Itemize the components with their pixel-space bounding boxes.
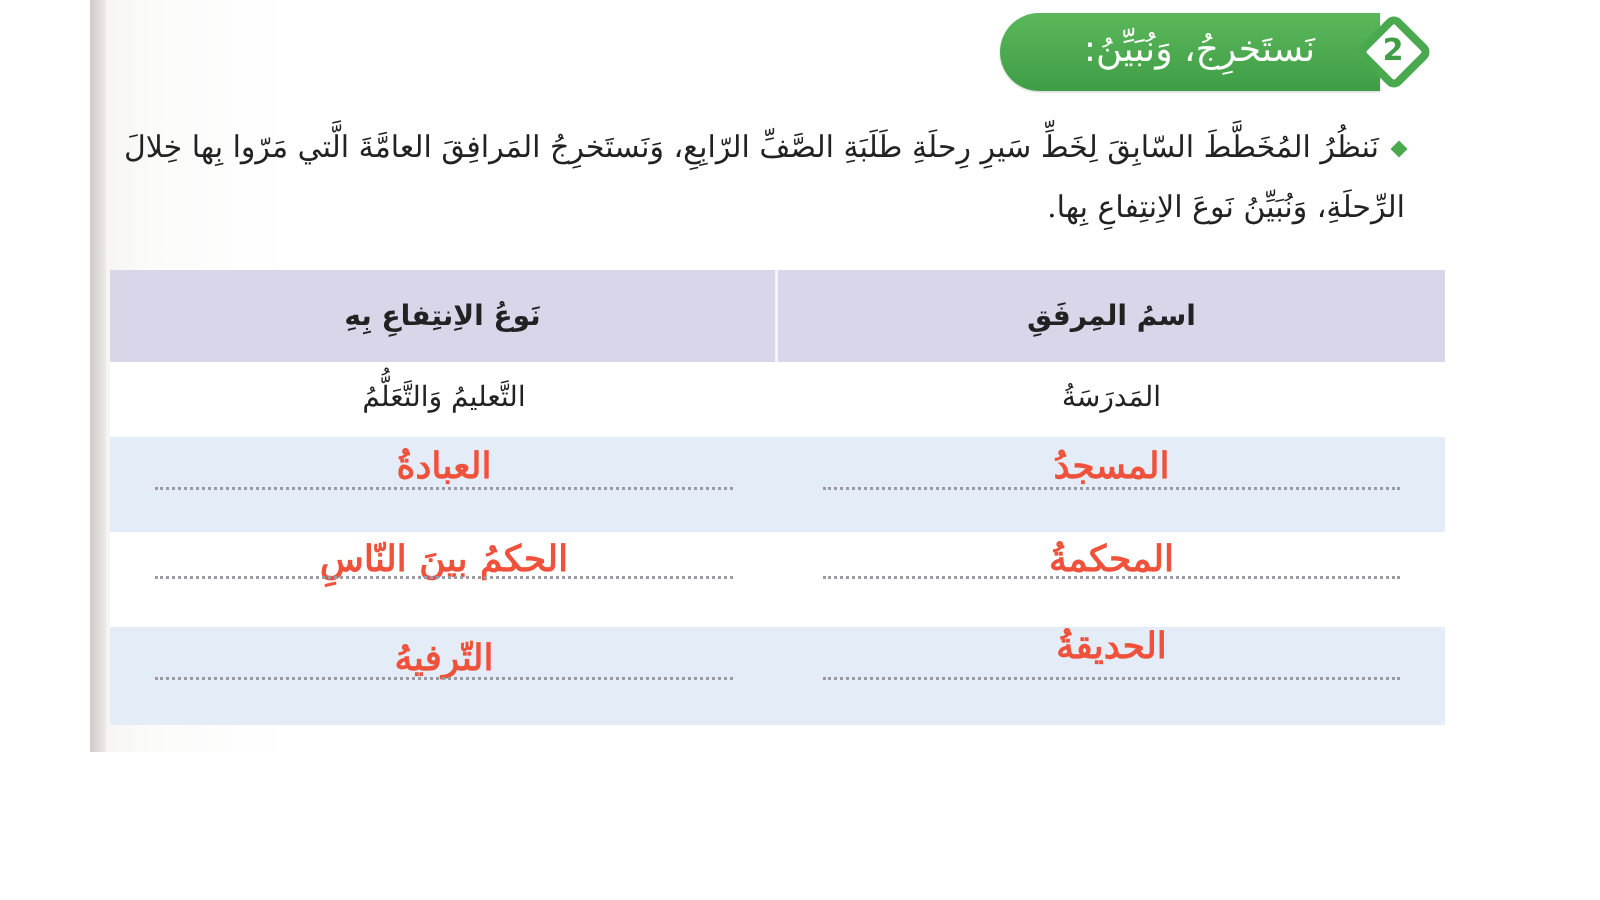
section-title: نَستَخرِجُ، وَنُبَيِّنُ: xyxy=(1083,29,1315,70)
example-facility: المَدرَسَةُ xyxy=(1061,380,1162,413)
dotted-answer-line xyxy=(823,677,1400,680)
answer-facility: الحديقةُ xyxy=(1056,625,1167,667)
section-header xyxy=(1010,13,1440,91)
answer-use: الحكمُ بينَ النّاسِ xyxy=(319,538,569,580)
example-facility-cell xyxy=(778,362,1445,437)
answer-use-cell[interactable] xyxy=(110,437,778,532)
answer-use-cell[interactable] xyxy=(110,532,778,627)
dotted-answer-line xyxy=(155,677,733,680)
table-row xyxy=(110,532,1445,627)
table-row xyxy=(110,627,1445,725)
answer-facility: المسجدُ xyxy=(1053,445,1170,487)
table-row xyxy=(110,362,1445,437)
answer-facility-cell[interactable] xyxy=(778,627,1445,725)
answer-use: العبادةُ xyxy=(396,445,492,487)
table-row xyxy=(110,437,1445,532)
answer-use-cell[interactable] xyxy=(110,627,778,725)
header-use-type: نَوعُ الاِنتِفاعِ بِهِ xyxy=(344,299,541,332)
dotted-answer-line xyxy=(823,576,1400,579)
page-edge-shadow xyxy=(90,0,106,752)
dotted-answer-line xyxy=(155,487,733,490)
dotted-answer-line xyxy=(155,576,733,579)
instruction-paragraph xyxy=(100,118,1405,238)
facilities-table xyxy=(110,270,1445,725)
answer-facility-cell[interactable] xyxy=(778,437,1445,532)
bullet-diamond-icon xyxy=(1391,141,1408,158)
answer-facility-cell[interactable] xyxy=(778,532,1445,627)
answer-facility: المحكمةُ xyxy=(1048,538,1174,580)
example-use-cell xyxy=(110,362,778,437)
example-use: التَّعليمُ وَالتَّعَلُّمُ xyxy=(362,380,526,413)
header-facility-name: اسمُ المِرفَقِ xyxy=(775,270,1445,362)
section-number: 2 xyxy=(1382,33,1404,68)
answer-use: التّرفيهُ xyxy=(394,637,494,679)
table-header-row xyxy=(110,270,1445,362)
dotted-answer-line xyxy=(823,487,1400,490)
instruction-text: نَنظُرُ المُخَطَّطَ السّابِقَ لِخَطِّ سَيرِ رِحلَةِ طَلَبَةِ الصَّفِّ الرّابِعِ، وَنَستَخرِجُ المَرافِقَ العامَّةَ الَّتي مَرّوا بِها خِلالَ الرِّحلَةِ، وَنُبَيِّنُ نَوعَ الاِنتِفاعِ بِها. xyxy=(123,130,1405,225)
